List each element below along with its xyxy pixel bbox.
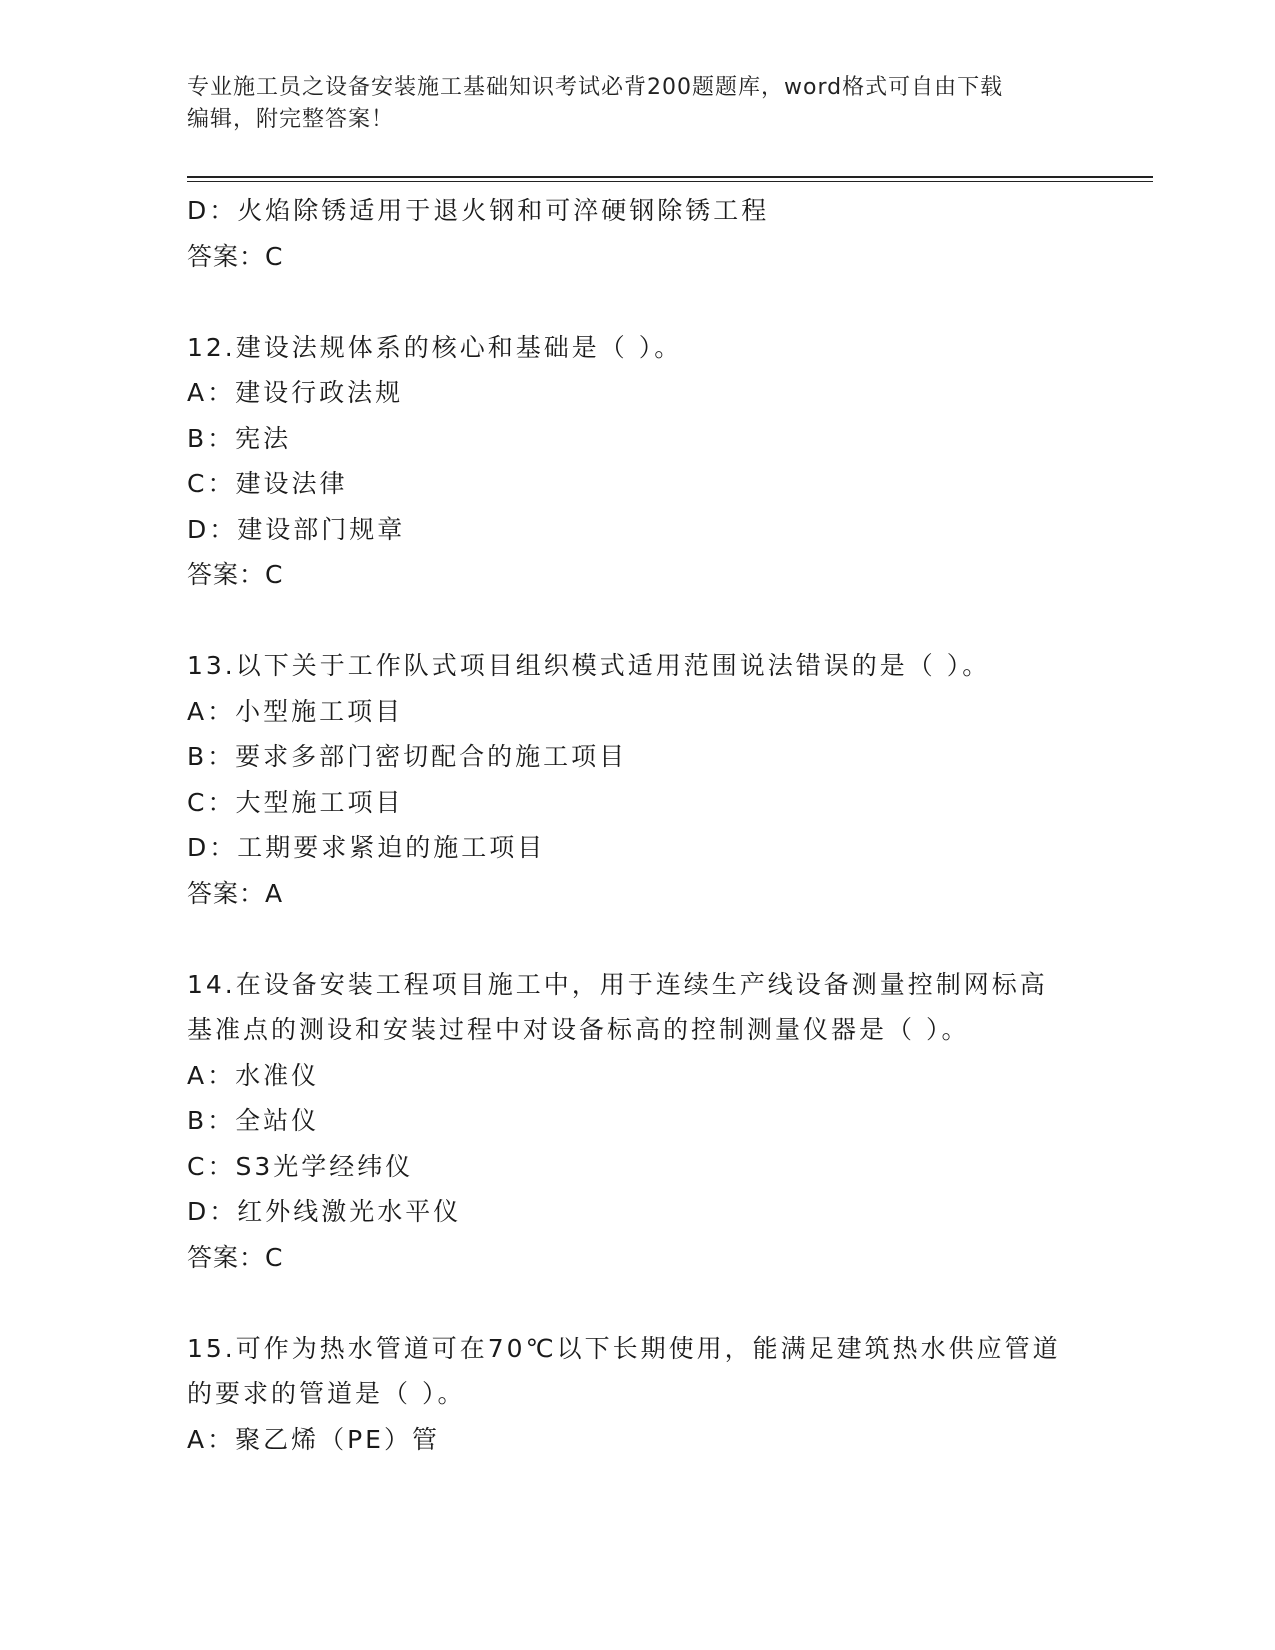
question-15 <box>187 1326 1087 1463</box>
spacer <box>187 1280 1087 1326</box>
option-c: C：大型施工项目 <box>187 787 404 817</box>
header-divider-thin <box>187 181 1153 182</box>
question-stem-line-1: 15.可作为热水管道可在70℃以下长期使用，能满足建筑热水供应管道 <box>187 1333 1061 1363</box>
spacer <box>187 279 1087 325</box>
question-13 <box>187 643 1087 916</box>
answer-line: 答案：C <box>187 1242 284 1272</box>
option-d: D：红外线激光水平仪 <box>187 1197 462 1226</box>
spacer <box>187 598 1087 644</box>
option-c: C：S3光学经纬仪 <box>187 1151 414 1181</box>
option-b: B：宪法 <box>187 423 292 453</box>
option-d: D：工期要求紧迫的施工项目 <box>187 833 546 862</box>
option-a: A：聚乙烯（PE）管 <box>187 1424 440 1454</box>
document-header <box>187 72 1067 136</box>
header-divider-thick <box>187 176 1153 178</box>
option-d: D：火焰除锈适用于退火钢和可淬硬钢除锈工程 <box>187 196 770 225</box>
option-a: A：小型施工项目 <box>187 696 404 726</box>
answer-line: 答案：C <box>187 560 284 589</box>
option-c: C：建设法律 <box>187 469 348 498</box>
question-12 <box>187 325 1087 598</box>
question-stem-line-2: 基准点的测设和安装过程中对设备标高的控制测量仪器是（ ）。 <box>187 1015 970 1044</box>
spacer <box>187 916 1087 962</box>
option-a: A：建设行政法规 <box>187 378 404 407</box>
header-title-line-1: 专业施工员之设备安装施工基础知识考试必背200题题库，word格式可自由下载 <box>187 75 1004 100</box>
question-14 <box>187 962 1087 1281</box>
option-b: B：要求多部门密切配合的施工项目 <box>187 742 628 771</box>
question-stem-line-2: 的要求的管道是（ ）。 <box>187 1379 466 1408</box>
question-stem-line-1: 14.在设备安装工程项目施工中，用于连续生产线设备测量控制网标高 <box>187 969 1048 999</box>
option-a: A：水准仪 <box>187 1060 320 1090</box>
question-stem: 13.以下关于工作队式项目组织模式适用范围说法错误的是（ ）。 <box>187 651 991 680</box>
answer-line: 答案：C <box>187 241 284 271</box>
answer-line: 答案：A <box>187 878 284 908</box>
option-b: B：全站仪 <box>187 1106 320 1135</box>
header-title-line-2: 编辑，附完整答案！ <box>187 107 395 132</box>
option-d: D：建设部门规章 <box>187 514 406 544</box>
question-content <box>187 188 1087 1462</box>
question-stem: 12.建设法规体系的核心和基础是（ ）。 <box>187 332 683 362</box>
